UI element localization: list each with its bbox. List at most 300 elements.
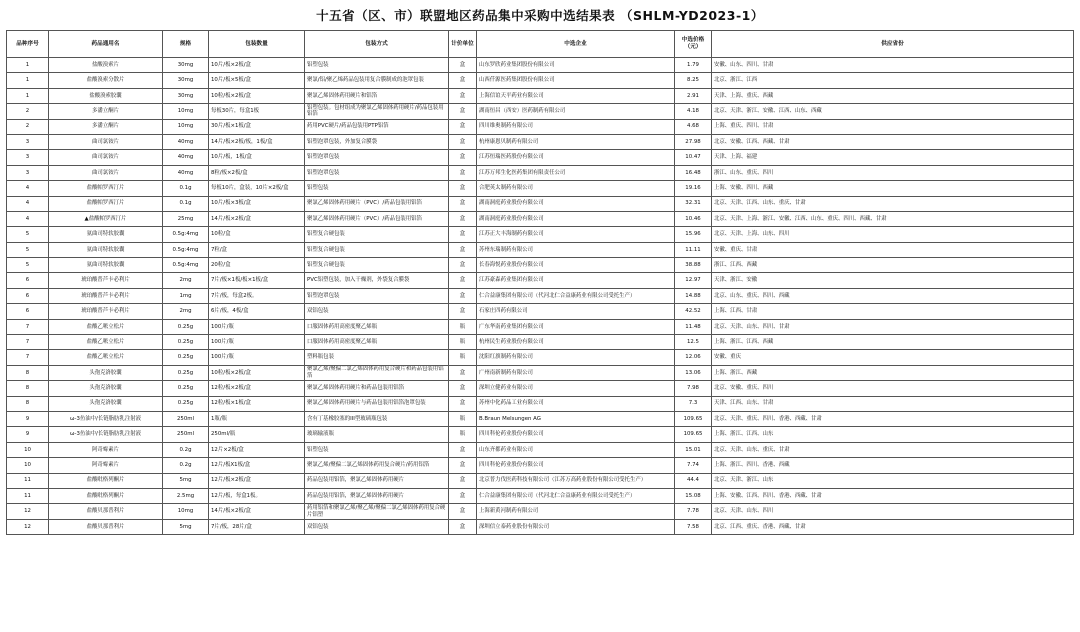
table-row xyxy=(7,442,1074,457)
cell-name: 曲司氯铵片 xyxy=(49,165,163,180)
header-pack: 包装数量 xyxy=(209,31,305,58)
cell-pack: 10粒/盒 xyxy=(209,227,305,242)
cell-unit: 盒 xyxy=(449,58,477,73)
cell-company: 仁合益康集团有限公司（代河北仁合益康药业有限公司受托生产） xyxy=(477,488,675,503)
cell-material: 双铝包装 xyxy=(305,519,449,534)
cell-material: PVC铝塑包装，加入干燥剂，外袋复合膜袋 xyxy=(305,273,449,288)
cell-company: 深圳信立泰药业股份有限公司 xyxy=(477,519,675,534)
cell-provinces: 北京、天津、山东、四川 xyxy=(712,504,1074,519)
document-title: 十五省（区、市）联盟地区药品集中采购中选结果表 （SHLM-YD2023-1） xyxy=(316,8,764,23)
cell-price: 10.46 xyxy=(675,211,712,226)
cell-spec: 25mg xyxy=(163,211,209,226)
cell-unit: 盒 xyxy=(449,165,477,180)
cell-spec: 1mg xyxy=(163,288,209,303)
cell-provinces: 上海、浙江、江西、山东 xyxy=(712,427,1074,442)
cell-no: 5 xyxy=(7,242,49,257)
cell-name: ▲盐酸帕罗西汀片 xyxy=(49,211,163,226)
cell-unit: 瓶 xyxy=(449,335,477,350)
table-row xyxy=(7,104,1074,119)
cell-no: 7 xyxy=(7,335,49,350)
cell-unit: 盒 xyxy=(449,504,477,519)
cell-company: 杭州民生药业股份有限公司 xyxy=(477,335,675,350)
cell-spec: 10mg xyxy=(163,119,209,134)
cell-provinces: 浙江、山东、重庆、四川 xyxy=(712,165,1074,180)
cell-name: 盐酸乙哌立松片 xyxy=(49,335,163,350)
cell-material: 铝塑复合硬包装 xyxy=(305,227,449,242)
cell-name: 盐酸贝那普利片 xyxy=(49,519,163,534)
cell-unit: 盒 xyxy=(449,196,477,211)
cell-material: 聚氯/铝/聚乙烯药品包装用复合膜制成的泡罩包装 xyxy=(305,73,449,88)
cell-company: 仁合益康集团有限公司（代河北仁合益康药业有限公司受托生产） xyxy=(477,288,675,303)
cell-unit: 盒 xyxy=(449,258,477,273)
cell-name: 头孢克洛胶囊 xyxy=(49,381,163,396)
cell-price: 7.3 xyxy=(675,396,712,411)
cell-spec: 0.1g xyxy=(163,196,209,211)
cell-spec: 5mg xyxy=(163,473,209,488)
cell-price: 32.31 xyxy=(675,196,712,211)
cell-price: 13.06 xyxy=(675,365,712,380)
cell-no: 11 xyxy=(7,473,49,488)
table-row xyxy=(7,304,1074,319)
cell-name: 盐酸溴索片 xyxy=(49,58,163,73)
cell-provinces: 北京、天津、浙江、安徽、江西、山东、西藏 xyxy=(712,104,1074,119)
cell-provinces: 北京、天津、江西、山东、重庆、甘肃 xyxy=(712,196,1074,211)
cell-company: 深圳立健药业有限公司 xyxy=(477,381,675,396)
cell-material: 聚氯乙烯固体药用硬片和药品包装用铝箔 xyxy=(305,381,449,396)
cell-name: 多潘立酮片 xyxy=(49,104,163,119)
table-row xyxy=(7,427,1074,442)
cell-no: 8 xyxy=(7,365,49,380)
cell-pack: 12片/板，每盒1板。 xyxy=(209,488,305,503)
cell-price: 27.98 xyxy=(675,134,712,149)
cell-price: 38.88 xyxy=(675,258,712,273)
cell-spec: 0.25g xyxy=(163,396,209,411)
cell-company: 江苏万邦生化医药集团有限责任公司 xyxy=(477,165,675,180)
cell-company: 湖南恒昌（西安）医药制药有限公司 xyxy=(477,104,675,119)
cell-company: 湖南洞庭药业股份有限公司 xyxy=(477,211,675,226)
cell-unit: 盒 xyxy=(449,365,477,380)
cell-no: 2 xyxy=(7,119,49,134)
cell-unit: 盒 xyxy=(449,242,477,257)
cell-material: 口服固体药用高密度聚乙烯瓶 xyxy=(305,319,449,334)
cell-name: 阿奇霉素片 xyxy=(49,458,163,473)
cell-material: 铝塑包装。包材组成为聚氯乙烯固体药用硬片/药品包装用铝箔 xyxy=(305,104,449,119)
cell-price: 12.06 xyxy=(675,350,712,365)
header-material: 包装方式 xyxy=(305,31,449,58)
table-row xyxy=(7,119,1074,134)
cell-no: 5 xyxy=(7,258,49,273)
table-row xyxy=(7,242,1074,257)
cell-pack: 100片/瓶 xyxy=(209,335,305,350)
cell-provinces: 北京、天津、上海、浙江、安徽、江西、山东、重庆、四川、西藏、甘肃 xyxy=(712,211,1074,226)
cell-name: 阿奇霉素片 xyxy=(49,442,163,457)
table-row xyxy=(7,258,1074,273)
cell-spec: 2mg xyxy=(163,273,209,288)
cell-provinces: 天津、浙江、安徽 xyxy=(712,273,1074,288)
cell-spec: 30mg xyxy=(163,58,209,73)
cell-price: 16.48 xyxy=(675,165,712,180)
cell-no: 8 xyxy=(7,381,49,396)
cell-material: 塑料瓶包装 xyxy=(305,350,449,365)
table-row xyxy=(7,288,1074,303)
cell-spec: 250ml xyxy=(163,427,209,442)
cell-material: 药品包装用铝箔，聚氯乙烯固体药用硬片 xyxy=(305,488,449,503)
cell-pack: 14片/板×2板/盒 xyxy=(209,504,305,519)
cell-no: 6 xyxy=(7,304,49,319)
cell-pack: 14片/板×2板/盒 xyxy=(209,211,305,226)
cell-spec: 0.25g xyxy=(163,381,209,396)
cell-company: 苏州东瑞制药有限公司 xyxy=(477,242,675,257)
cell-name: 头孢克洛胶囊 xyxy=(49,396,163,411)
table-row xyxy=(7,519,1074,534)
cell-material: 药品包装用铝箔，聚氯乙烯固体药用硬片 xyxy=(305,473,449,488)
cell-provinces: 安徽、重庆、甘肃 xyxy=(712,242,1074,257)
cell-material: 口服固体药用高密度聚乙烯瓶 xyxy=(305,335,449,350)
cell-company: 湖南洞庭药业股份有限公司 xyxy=(477,196,675,211)
cell-company: 江苏恒瑞医药股份有限公司 xyxy=(477,150,675,165)
cell-pack: 10片/板×5板/盒 xyxy=(209,73,305,88)
cell-price: 4.18 xyxy=(675,104,712,119)
cell-company: 北京普力伐医药科技有限公司（江苏万高药业股份有限公司受托生产） xyxy=(477,473,675,488)
cell-material: 铝塑泡罩包装 xyxy=(305,288,449,303)
cell-price: 44.4 xyxy=(675,473,712,488)
cell-material: 聚氯乙烯固体药用硬片（PVC）/药品包装用铝箔 xyxy=(305,211,449,226)
cell-unit: 盒 xyxy=(449,488,477,503)
cell-name: 氨曲司特软胶囊 xyxy=(49,227,163,242)
cell-material: 铝塑泡罩包装，外加复合膜袋 xyxy=(305,134,449,149)
cell-material: 药用PVC硬片/药品包装用PTP铝箔 xyxy=(305,119,449,134)
cell-unit: 瓶 xyxy=(449,411,477,426)
cell-price: 7.58 xyxy=(675,519,712,534)
cell-price: 7.74 xyxy=(675,458,712,473)
cell-no: 12 xyxy=(7,519,49,534)
cell-company: 苏州中化药品工业有限公司 xyxy=(477,396,675,411)
cell-unit: 盒 xyxy=(449,458,477,473)
cell-unit: 盒 xyxy=(449,396,477,411)
cell-pack: 12片/板×2板/盒 xyxy=(209,473,305,488)
cell-provinces: 天津、江西、山东、甘肃 xyxy=(712,396,1074,411)
cell-provinces: 北京、天津、重庆、四川、香港、西藏、甘肃 xyxy=(712,411,1074,426)
cell-company: 四川科伦药业股份有限公司 xyxy=(477,458,675,473)
cell-pack: 6片/板，4板/盒 xyxy=(209,304,305,319)
cell-unit: 盒 xyxy=(449,88,477,103)
table-row xyxy=(7,504,1074,519)
cell-material: 铝塑包装 xyxy=(305,58,449,73)
cell-price: 1.79 xyxy=(675,58,712,73)
cell-material: 聚氯乙烯/聚偏二氯乙烯固体药用复合硬片和药品包装用铝箔 xyxy=(305,365,449,380)
cell-no: 6 xyxy=(7,288,49,303)
cell-spec: 0.1g xyxy=(163,181,209,196)
cell-unit: 盒 xyxy=(449,381,477,396)
cell-unit: 盒 xyxy=(449,304,477,319)
cell-name: ω-3鱼油中/长链脂肪乳注射液 xyxy=(49,427,163,442)
cell-unit: 盒 xyxy=(449,73,477,88)
cell-material: 铝塑复合硬包装 xyxy=(305,258,449,273)
cell-name: 盐酸乙哌立松片 xyxy=(49,350,163,365)
cell-no: 4 xyxy=(7,211,49,226)
cell-no: 1 xyxy=(7,58,49,73)
cell-pack: 10粒/板×2板/盒 xyxy=(209,88,305,103)
cell-provinces: 上海、安徽、江西、四川、香港、西藏、甘肃 xyxy=(712,488,1074,503)
cell-provinces: 上海、重庆、四川、甘肃 xyxy=(712,119,1074,134)
cell-no: 1 xyxy=(7,88,49,103)
cell-company: 长春海悦药业股份有限公司 xyxy=(477,258,675,273)
table-row xyxy=(7,365,1074,380)
cell-name: 盐酸吡格列酮片 xyxy=(49,488,163,503)
table-row xyxy=(7,165,1074,180)
cell-material: 药用铝箔和聚氯乙烯/聚乙烯/聚偏二氯乙烯固体药用复合硬片铝塑 xyxy=(305,504,449,519)
cell-price: 8.25 xyxy=(675,73,712,88)
cell-company: 四川科伦药业股份有限公司 xyxy=(477,427,675,442)
cell-name: 头孢克洛胶囊 xyxy=(49,365,163,380)
cell-no: 6 xyxy=(7,273,49,288)
cell-pack: 30片/板×1板/盒 xyxy=(209,119,305,134)
cell-name: 琥珀酸普芦卡必利片 xyxy=(49,288,163,303)
cell-company: 合肥英太制药有限公司 xyxy=(477,181,675,196)
cell-unit: 盒 xyxy=(449,288,477,303)
cell-company: 四川维奥制药有限公司 xyxy=(477,119,675,134)
cell-pack: 10粒/板×2板/盒 xyxy=(209,365,305,380)
cell-unit: 盒 xyxy=(449,150,477,165)
cell-price: 15.08 xyxy=(675,488,712,503)
cell-spec: 40mg xyxy=(163,150,209,165)
cell-provinces: 北京、浙江、江西 xyxy=(712,73,1074,88)
results-table xyxy=(6,30,1074,535)
cell-unit: 盒 xyxy=(449,442,477,457)
cell-no: 11 xyxy=(7,488,49,503)
cell-name: 多潘立酮片 xyxy=(49,119,163,134)
cell-unit: 瓶 xyxy=(449,427,477,442)
cell-price: 14.88 xyxy=(675,288,712,303)
cell-company: 沈阳红旗制药有限公司 xyxy=(477,350,675,365)
cell-price: 10.47 xyxy=(675,150,712,165)
cell-unit: 盒 xyxy=(449,519,477,534)
cell-name: 琥珀酸普芦卡必利片 xyxy=(49,273,163,288)
header-unit: 计价单位 xyxy=(449,31,477,58)
cell-pack: 14片/板×2板/板，1板/盒 xyxy=(209,134,305,149)
cell-unit: 瓶 xyxy=(449,319,477,334)
cell-name: 氨曲司特软胶囊 xyxy=(49,242,163,257)
cell-pack: 10片/板，1板/盒 xyxy=(209,150,305,165)
table-row xyxy=(7,73,1074,88)
cell-spec: 30mg xyxy=(163,88,209,103)
cell-unit: 盒 xyxy=(449,134,477,149)
cell-spec: 40mg xyxy=(163,165,209,180)
cell-name: 盐酸溴索胶囊 xyxy=(49,88,163,103)
cell-price: 19.16 xyxy=(675,181,712,196)
cell-company: 江苏豪森药业集团有限公司 xyxy=(477,273,675,288)
cell-unit: 盒 xyxy=(449,211,477,226)
table-row xyxy=(7,458,1074,473)
cell-spec: 2.5mg xyxy=(163,488,209,503)
cell-price: 7.78 xyxy=(675,504,712,519)
cell-pack: 12粒/板×1板/盒 xyxy=(209,396,305,411)
cell-no: 3 xyxy=(7,165,49,180)
cell-company: 江苏正大丰海制药有限公司 xyxy=(477,227,675,242)
table-row xyxy=(7,396,1074,411)
cell-spec: 0.25g xyxy=(163,319,209,334)
cell-unit: 盒 xyxy=(449,473,477,488)
table-row xyxy=(7,58,1074,73)
cell-spec: 0.25g xyxy=(163,365,209,380)
cell-spec: 10mg xyxy=(163,104,209,119)
cell-pack: 12粒/板×2板/盒 xyxy=(209,381,305,396)
cell-no: 8 xyxy=(7,396,49,411)
cell-pack: 10片/板×3板/盒 xyxy=(209,196,305,211)
cell-provinces: 上海、安徽、四川、西藏 xyxy=(712,181,1074,196)
cell-name: 氨曲司特软胶囊 xyxy=(49,258,163,273)
cell-name: 盐酸贝那普利片 xyxy=(49,504,163,519)
cell-pack: 250ml/瓶 xyxy=(209,427,305,442)
cell-pack: 12片×2板/盒 xyxy=(209,442,305,457)
cell-provinces: 北京、天津、山东、重庆、甘肃 xyxy=(712,442,1074,457)
cell-material: 铝塑包装 xyxy=(305,181,449,196)
cell-spec: 0.25g xyxy=(163,335,209,350)
header-company: 中选企业 xyxy=(477,31,675,58)
table-row xyxy=(7,273,1074,288)
table-row xyxy=(7,335,1074,350)
table-row xyxy=(7,473,1074,488)
cell-spec: 2mg xyxy=(163,304,209,319)
cell-material: 聚氯乙烯固体药用硬片（PVC）/药品包装用铝箔 xyxy=(305,196,449,211)
table-row xyxy=(7,181,1074,196)
cell-spec: 0.2g xyxy=(163,458,209,473)
table-row xyxy=(7,196,1074,211)
cell-no: 9 xyxy=(7,411,49,426)
header-no: 品种序号 xyxy=(7,31,49,58)
cell-no: 2 xyxy=(7,104,49,119)
cell-no: 9 xyxy=(7,427,49,442)
cell-material: 聚氯乙烯/聚偏二氯乙烯固体药用复合硬片/药用铝箔 xyxy=(305,458,449,473)
cell-no: 10 xyxy=(7,458,49,473)
cell-pack: 8粒/板×2板/盒 xyxy=(209,165,305,180)
cell-no: 3 xyxy=(7,150,49,165)
cell-pack: 10片/板×2板/盒 xyxy=(209,58,305,73)
cell-no: 12 xyxy=(7,504,49,519)
cell-material: 玻璃输液瓶 xyxy=(305,427,449,442)
cell-company: 广州南新制药有限公司 xyxy=(477,365,675,380)
cell-material: 铝塑包装 xyxy=(305,442,449,457)
cell-price: 42.52 xyxy=(675,304,712,319)
cell-spec: 30mg xyxy=(163,73,209,88)
cell-material: 含有丁基橡胶塞的III型玻璃瓶包装 xyxy=(305,411,449,426)
table-row xyxy=(7,150,1074,165)
table-row xyxy=(7,381,1074,396)
cell-price: 15.96 xyxy=(675,227,712,242)
cell-unit: 盒 xyxy=(449,104,477,119)
cell-provinces: 天津、上海、重庆、西藏 xyxy=(712,88,1074,103)
cell-price: 109.65 xyxy=(675,411,712,426)
table-row xyxy=(7,350,1074,365)
cell-pack: 7粒/盒 xyxy=(209,242,305,257)
cell-no: 5 xyxy=(7,227,49,242)
cell-pack: 每板10片，盒装，10片×2板/盒 xyxy=(209,181,305,196)
cell-company: 山东齐都药业有限公司 xyxy=(477,442,675,457)
cell-name: 曲司氯铵片 xyxy=(49,134,163,149)
cell-unit: 盒 xyxy=(449,119,477,134)
table-header-row xyxy=(7,31,1074,58)
cell-name: 琥珀酸普芦卡必利片 xyxy=(49,304,163,319)
header-price: 中选价格（元） xyxy=(675,31,712,58)
cell-name: 盐酸帕罗西汀片 xyxy=(49,196,163,211)
cell-name: 曲司氯铵片 xyxy=(49,150,163,165)
cell-price: 12.5 xyxy=(675,335,712,350)
cell-material: 聚氯乙烯固体药用硬片和铝箔 xyxy=(305,88,449,103)
cell-company: B.Braun Melsungen AG xyxy=(477,411,675,426)
cell-provinces: 北京、天津、浙江、山东 xyxy=(712,473,1074,488)
cell-provinces: 北京、江西、重庆、香港、西藏、甘肃 xyxy=(712,519,1074,534)
header-provinces: 供应省份 xyxy=(712,31,1074,58)
cell-pack: 7片/板，每盒2板。 xyxy=(209,288,305,303)
cell-spec: 0.5g:4mg xyxy=(163,242,209,257)
cell-no: 7 xyxy=(7,350,49,365)
cell-unit: 盒 xyxy=(449,227,477,242)
cell-spec: 0.25g xyxy=(163,350,209,365)
cell-price: 11.11 xyxy=(675,242,712,257)
cell-company: 石家庄四药有限公司 xyxy=(477,304,675,319)
cell-company: 上海信谊天平药业有限公司 xyxy=(477,88,675,103)
cell-pack: 1瓶/瓶 xyxy=(209,411,305,426)
cell-company: 山西仟源医药集团股份有限公司 xyxy=(477,73,675,88)
cell-price: 4.68 xyxy=(675,119,712,134)
cell-pack: 20粒/盒 xyxy=(209,258,305,273)
cell-unit: 瓶 xyxy=(449,350,477,365)
cell-provinces: 安徽、山东、四川、甘肃 xyxy=(712,58,1074,73)
header-spec: 规格 xyxy=(163,31,209,58)
cell-material: 铝塑复合硬包装 xyxy=(305,242,449,257)
cell-company: 上海新黄河制药有限公司 xyxy=(477,504,675,519)
cell-material: 双铝包装 xyxy=(305,304,449,319)
cell-unit: 盒 xyxy=(449,181,477,196)
cell-no: 7 xyxy=(7,319,49,334)
cell-price: 15.01 xyxy=(675,442,712,457)
cell-provinces: 上海、浙江、西藏 xyxy=(712,365,1074,380)
cell-no: 3 xyxy=(7,134,49,149)
cell-no: 4 xyxy=(7,196,49,211)
table-body xyxy=(7,58,1074,535)
cell-material: 铝塑泡罩包装 xyxy=(305,150,449,165)
cell-company: 山东罗欣药业集团股份有限公司 xyxy=(477,58,675,73)
cell-provinces: 浙江、江西、西藏 xyxy=(712,258,1074,273)
table-row xyxy=(7,88,1074,103)
cell-pack: 每板30片，每盒1板 xyxy=(209,104,305,119)
cell-provinces: 上海、浙江、江西、西藏 xyxy=(712,335,1074,350)
cell-unit: 盒 xyxy=(449,273,477,288)
cell-material: 聚氯乙烯固体药用硬片与药品包装用铝箔泡罩包装 xyxy=(305,396,449,411)
cell-spec: 0.5g:4mg xyxy=(163,227,209,242)
cell-material: 铝塑泡罩包装 xyxy=(305,165,449,180)
cell-provinces: 上海、浙江、四川、香港、西藏 xyxy=(712,458,1074,473)
cell-pack: 7片/板，28片/盒 xyxy=(209,519,305,534)
cell-price: 11.48 xyxy=(675,319,712,334)
cell-spec: 0.5g:4mg xyxy=(163,258,209,273)
cell-provinces: 北京、天津、山东、四川、甘肃 xyxy=(712,319,1074,334)
cell-pack: 100片/瓶 xyxy=(209,319,305,334)
cell-name: 盐酸帕罗西汀片 xyxy=(49,181,163,196)
table-row xyxy=(7,488,1074,503)
cell-pack: 12片/板X1板/盒 xyxy=(209,458,305,473)
cell-company: 杭州康恩贝制药有限公司 xyxy=(477,134,675,149)
cell-provinces: 北京、安徽、重庆、四川 xyxy=(712,381,1074,396)
cell-price: 7.98 xyxy=(675,381,712,396)
cell-name: 盐酸吡格列酮片 xyxy=(49,473,163,488)
cell-provinces: 北京、安徽、江西、西藏、甘肃 xyxy=(712,134,1074,149)
table-row xyxy=(7,411,1074,426)
cell-name: ω-3鱼油中/长链脂肪乳注射液 xyxy=(49,411,163,426)
cell-provinces: 北京、天津、上海、山东、四川 xyxy=(712,227,1074,242)
cell-spec: 5mg xyxy=(163,519,209,534)
cell-no: 1 xyxy=(7,73,49,88)
